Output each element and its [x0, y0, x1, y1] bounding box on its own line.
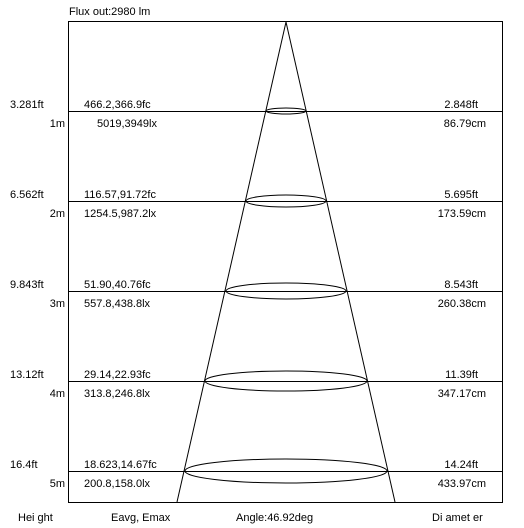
height-m: 2m [49, 208, 65, 220]
distance-row-3m [10, 279, 502, 310]
height-m: 1m [49, 118, 65, 130]
diameter-ft: 8.543ft [444, 279, 478, 291]
diameter-ft: 5.695ft [444, 189, 478, 201]
illuminance-lx: 200.8,158.0lx [84, 478, 151, 490]
height-ft: 9.843ft [10, 279, 44, 291]
distance-row-4m [10, 369, 502, 400]
height-ft: 3.281ft [10, 99, 44, 111]
illuminance-lx: 557.8,438.8lx [84, 298, 151, 310]
diagram-frame [69, 22, 503, 503]
diameter-cm: 86.79cm [443, 118, 486, 130]
diameter-ft: 11.39ft [445, 369, 478, 381]
beam-angle-label: Angle:46.92deg [236, 512, 314, 524]
beam-edge-left [177, 22, 286, 502]
diameter-cm: 173.59cm [437, 208, 486, 220]
diameter-ft: 2.848ft [444, 99, 478, 111]
distance-row-2m [10, 189, 502, 220]
illuminance-fc: 466.2,366.9fc [84, 99, 151, 111]
eavg-emax-column-label: Eavg, Emax [111, 512, 171, 524]
diameter-ft: 14.24ft [444, 459, 478, 471]
diameter-cm: 433.97cm [437, 478, 486, 490]
illuminance-fc: 18.623,14.67fc [84, 459, 157, 471]
illuminance-fc: 116.57,91.72fc [84, 189, 156, 201]
illuminance-fc: 51.90,40.76fc [84, 279, 151, 291]
diameter-column-label: Di amet er [432, 512, 483, 524]
beam-edge-right [286, 22, 395, 502]
height-column-label: Hei ght [18, 512, 53, 524]
illuminance-lx: 1254.5,987.2lx [84, 208, 157, 220]
diameter-cm: 347.17cm [437, 388, 486, 400]
diameter-cm: 260.38cm [437, 298, 486, 310]
height-m: 5m [49, 478, 65, 490]
distance-row-5m [10, 459, 502, 490]
height-m: 4m [49, 388, 65, 400]
illuminance-fc: 29.14,22.93fc [84, 369, 151, 381]
height-ft: 6.562ft [10, 189, 44, 201]
illuminance-lx: 5019,3949lx [97, 118, 157, 130]
illuminance-lx: 313.8,246.8lx [84, 388, 151, 400]
height-m: 3m [49, 298, 65, 310]
distance-row-1m [10, 99, 502, 130]
flux-title: Flux out:2980 lm [69, 6, 151, 18]
height-ft: 16.4ft [10, 459, 38, 471]
height-ft: 13.12ft [10, 369, 44, 381]
